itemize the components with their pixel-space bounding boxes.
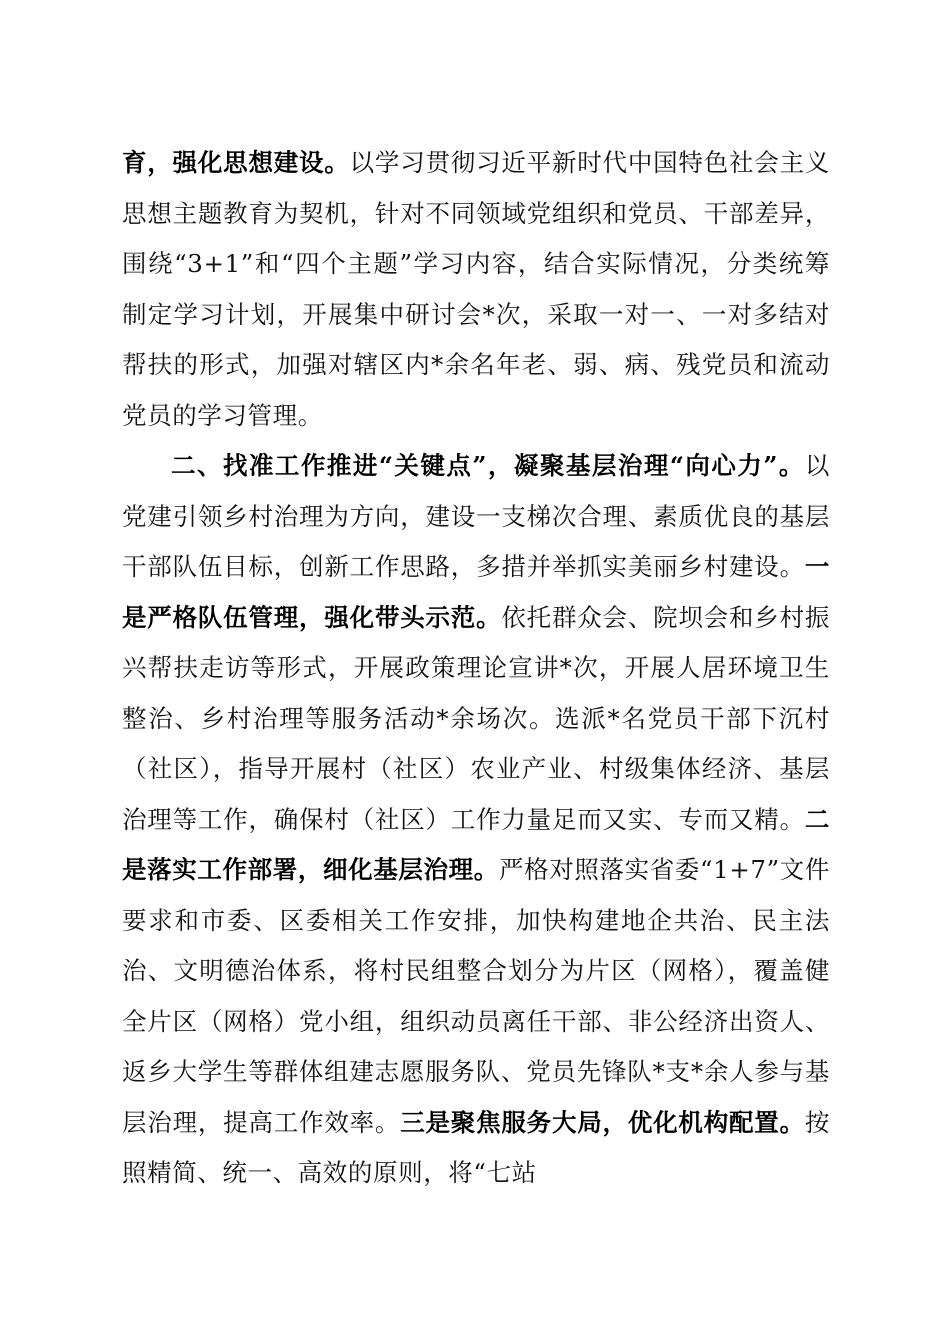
body-text-run: 严格对照落实省委“1+7”文件要求和市委、区委相关工作安排，加快构建地企共治、民主法治、文明德治体系，将村民组整合划分为片区（网格），覆盖健全片区（网格）党小组，组织动员离任干部、非公经济出资人、返乡大学生等群体组建志愿服务队、党员先锋队*支*余人参与基层治理，提高工作效率。 [122,855,830,1137]
body-text-run: 以学习贯彻习近平新时代中国特色社会主义思想主题教育为契机，针对不同领域党组织和党员、干部差异，围绕“3+1”和“四个主题”学习内容，结合实际情况，分类统筹制定学习计划，开展集中研讨会*次，采取一对一、一对多结对帮扶的形式，加强对辖区内*余名年老、弱、病、残党员和流动党员的学习管理。 [122,148,830,430]
bold-point-three-run: 三是聚焦服务大局，优化机构配置。 [400,1107,805,1137]
bold-point-one-run: 一是严格队伍管理，强化带头示范。 [122,552,830,632]
paragraph-section-two [122,441,830,1199]
body-text-run: 按照精简、统一、高效的原则，将“七站 [122,1107,830,1187]
bold-point-two-run: 二是落实工作部署，细化基层治理。 [122,804,830,884]
body-text-run: 依托群众会、院坝会和乡村振兴帮扶走访等形式，开展政策理论宣讲*次，开展人居环境卫生整治、乡村治理等服务活动*余场次。选派*名党员干部下沉村（社区），指导开展村（社区）农业产业、村级集体经济、基层治理等工作，确保村（社区）工作力量足而又实、专而又精。 [122,602,830,834]
body-text-run: 以党建引领乡村治理为方向，建设一支梯次合理、素质优良的基层干部队伍目标，创新工作思路，多措并举抓实美丽乡村建设。 [122,451,830,581]
paragraph-thought-building [122,138,830,441]
document-body [122,138,830,1199]
bold-heading-run: 育，强化思想建设。 [122,148,350,177]
section-heading-run: 二、找准工作推进“关键点”，凝聚基层治理“向心力”。 [171,451,805,480]
